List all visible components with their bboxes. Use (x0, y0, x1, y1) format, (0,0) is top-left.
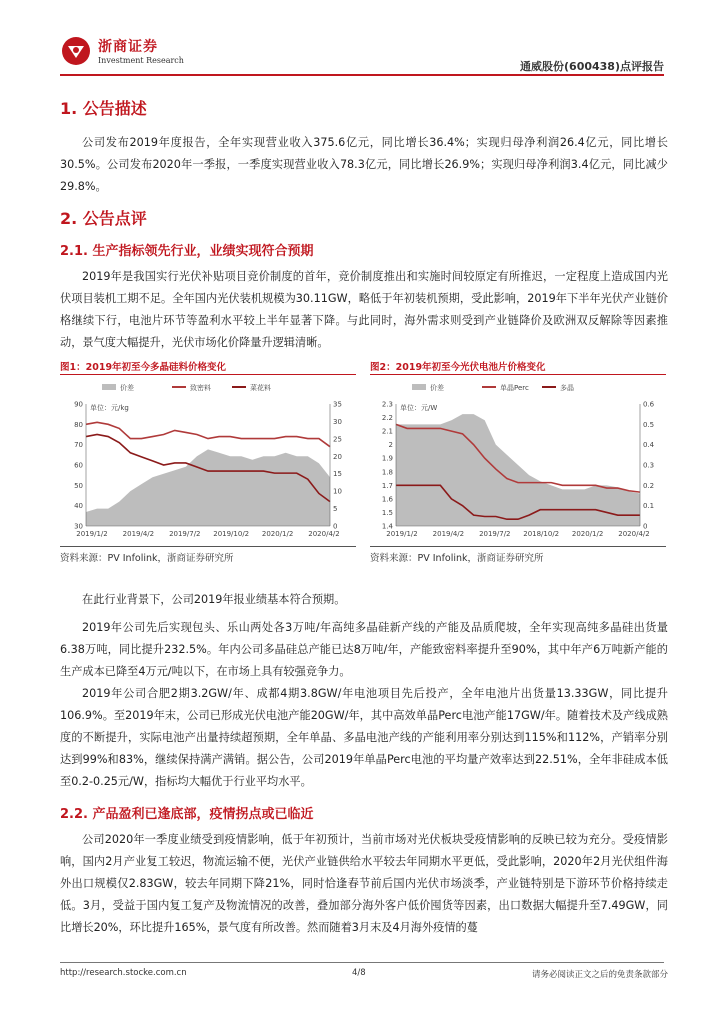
figure-1-chart (60, 376, 356, 544)
footer-disclaimer: 请务必阅读正文之后的免责条款部分 (531, 970, 668, 980)
subsection-2-2-paragraph-1: 公司2020年一季度业绩受到疫情影响，低于年初预计，当前市场对光伏板块受疫情影响的反映已较为充分。受疫情影响，国内2月产业复工较迟，物流运输不便，光伏产业链供给水平较去年同期水平更低，受此影响，2020年2月光伏组件海外出口规模仅2.83GW，较去年同期下降21%，同时恰逢春节前后国内光伏市场淡季，产业链特别是下游环节价格持续走低。3月，受益于国内复工复产及物流情况的改善，叠加部分海外客户低价囤货等因素，出口数据大幅提升至7.49GW，同比增长20%，环比提升165%，景气度有所改善。然而随着3月末及4月海外疫情的蔓 (60, 833, 668, 934)
figure-1-title: 图1：2019年初至今多晶硅料价格变化 (60, 362, 227, 373)
section-1-paragraph: 公司发布2019年度报告，全年实现营业收入375.6亿元，同比增长36.4%；实现归母净利润26.4亿元，同比增长30.5%。公司发布2020年一季报，一季度实现营业收入78.3亿元，同比增长26.9%；实现归母净利润3.4亿元，同比减少29.8%。 (60, 136, 668, 193)
chart1-x-tick-4: 2020/1/2 (261, 530, 294, 538)
chart2-y-left-tick-1: 2.2 (381, 414, 393, 423)
chart1-legend-label-2: 菜花料 (250, 384, 271, 392)
chart1-y-right-tick-4: 15 (333, 470, 342, 479)
subsection-2-1-paragraph-4: 2019年公司合肥2期3.2GW/年、成都4期3.8GW/年电池项目先后投产，全年电池片出货量13.33GW，同比提升106.9%。至2019年末，公司已形成光伏电池产能20GW/年，其中高效单晶Perc电池产能17GW/年。随着技术及产线成熟度的不断提升，实际电池产出量持续超预期，全年单晶、多晶电池产线的产能利用率分别达到115%和112%，产销率分别达到99%和83%，继续保持满产满销。据公告，公司2019年单晶Perc电池的平均量产效率达到22.51%，全年非硅成本低至0.2-0.25元/W，指标均大幅优于行业平均水平。 (60, 687, 668, 788)
chart1-x-tick-0: 2019/1/2 (76, 530, 108, 538)
subsection-2-1-paragraph-3: 2019年公司先后实现包头、乐山两处各3万吨/年高纯多晶硅新产线的产能及品质爬坡，全年实现高纯多晶硅出货量6.38万吨，同比提升232.5%。年内公司多晶硅总产能已达8万吨/年，产能致密料率提升至90%，其中年产6万吨新产能的生产成本已降至4万元/吨以下，在市场上具有较强竞争力。 (60, 621, 668, 678)
chart2-y-left-tick-7: 1.6 (381, 495, 393, 504)
chart2-y-right-tick-2: 0.4 (643, 441, 655, 450)
chart1-y-left-tick-4: 50 (74, 481, 83, 490)
chart1-series-line-0 (86, 422, 330, 446)
chart1-y-right-tick-1: 30 (333, 417, 342, 426)
chart2-y-right-tick-6: 0 (643, 522, 648, 531)
chart2-x-tick-0: 2019/1/2 (386, 530, 418, 538)
chart2-x-tick-5: 2020/4/2 (618, 530, 650, 538)
chart1-y-right-tick-0: 35 (333, 400, 342, 409)
figure-2-source: 资料来源：PV Infolink，浙商证券研究所 (370, 553, 544, 564)
subsection-2-2-heading: 2.2. 产品盈利已逢底部，疫情拐点或已临近 (60, 807, 314, 822)
chart2-x-tick-3: 2018/10/2 (523, 530, 560, 538)
chart2-y-left-tick-0: 2.3 (381, 400, 393, 409)
section-2-heading: 2. 公告点评 (60, 209, 147, 228)
chart1-y-right-tick-2: 25 (333, 435, 342, 444)
chart2-legend-label-0: 价差 (430, 384, 444, 392)
chart2-y-right-tick-4: 0.2 (643, 481, 655, 490)
page-number: 4/8 (352, 968, 366, 978)
figure-1-source: 资料来源：PV Infolink，浙商证券研究所 (60, 553, 234, 564)
chart2-y-right-tick-3: 0.3 (643, 461, 655, 470)
chart1-y-right-tick-5: 10 (333, 487, 342, 496)
chart1-y-left-tick-3: 60 (74, 461, 83, 470)
chart2-x-tick-1: 2019/4/2 (432, 530, 465, 538)
chart2-y-left-tick-9: 1.4 (381, 522, 393, 531)
chart2-y-left-tick-8: 1.5 (381, 508, 393, 517)
chart2-y-left-tick-2: 2.1 (381, 427, 393, 436)
chart1-legend-label-1: 致密料 (190, 384, 211, 392)
chart2-legend-swatch-spread (412, 384, 426, 390)
chart1-y-left-tick-2: 70 (74, 441, 83, 450)
chart2-y-left-tick-6: 1.7 (381, 481, 393, 490)
subsection-2-1-paragraph-2: 在此行业背景下，公司2019年报业绩基本符合预期。 (82, 593, 346, 606)
figure-1-top-rule (60, 374, 356, 375)
chart1-y-left-tick-6: 30 (74, 522, 83, 531)
chart2-unit-label: 单位：元/W (400, 404, 438, 412)
chart1-x-tick-5: 2020/4/2 (308, 530, 340, 538)
logo-icon (60, 36, 92, 66)
subsection-2-1-heading: 2.1. 生产指标领先行业，业绩实现符合预期 (60, 244, 314, 259)
chart2-y-left-tick-5: 1.8 (381, 468, 393, 477)
chart1-legend-swatch-spread (102, 384, 116, 390)
chart1-series-spread-area (86, 449, 330, 526)
chart2-y-left-tick-4: 1.9 (381, 454, 393, 463)
chart2-x-tick-4: 2020/1/2 (571, 530, 604, 538)
subsection-2-1-paragraph-1: 2019年是我国实行光伏补贴项目竞价制度的首年，竞价制度推出和实施时间较原定有所推迟，一定程度上造成国内光伏项目装机工期不足。全年国内光伏装机规模为30.11GW，略低于年初装机预期，受此影响，2019年下半年光伏产业链价格继续下行，电池片环节等盈利水平较上半年显著下降。与此同时，海外需求则受到产业链降价及欧洲双反解除等因素推动，景气度大幅提升，光伏市场化价降量升逻辑清晰。 (60, 270, 668, 349)
chart1-x-tick-2: 2019/7/2 (169, 530, 201, 538)
footer-url[interactable]: http://research.stocke.com.cn (60, 968, 187, 978)
chart2-y-right-tick-5: 0.1 (643, 502, 655, 511)
figure-1-bottom-rule (60, 546, 356, 547)
chart2-x-tick-2: 2019/7/2 (479, 530, 511, 538)
figure-2-chart (370, 376, 666, 544)
chart1-y-right-tick-7: 0 (333, 522, 338, 531)
chart2-series-spread-area (396, 414, 640, 526)
logo-company-name: 浙商证券 (98, 39, 158, 55)
figure-2-top-rule (370, 374, 666, 375)
logo-tagline: Investment Research (98, 56, 184, 65)
report-title: 通威股份(600438)点评报告 (520, 60, 664, 73)
figure-2-title: 图2：2019年初至今光伏电池片价格变化 (370, 362, 546, 373)
chart2-legend-label-1: 单晶Perc (500, 384, 529, 392)
chart1-y-left-tick-5: 40 (74, 502, 83, 511)
chart1-x-tick-1: 2019/4/2 (122, 530, 155, 538)
chart1-legend-label-0: 价差 (120, 384, 134, 392)
section-1-heading: 1. 公告描述 (60, 99, 147, 118)
chart2-y-right-tick-1: 0.5 (643, 420, 655, 429)
chart2-y-right-tick-0: 0.6 (643, 400, 655, 409)
chart1-y-right-tick-3: 20 (333, 452, 342, 461)
chart1-unit-label: 单位：元/kg (90, 404, 129, 412)
chart2-y-left-tick-3: 2 (388, 441, 393, 450)
figure-2-bottom-rule (370, 546, 666, 547)
chart2-legend-label-2: 多晶 (560, 384, 574, 392)
chart1-x-tick-3: 2019/10/2 (213, 530, 250, 538)
header-divider (60, 74, 664, 76)
footer-divider (60, 962, 664, 963)
chart1-y-left-tick-0: 90 (74, 400, 83, 409)
chart1-y-right-tick-6: 5 (333, 505, 338, 514)
chart1-y-left-tick-1: 80 (74, 420, 83, 429)
